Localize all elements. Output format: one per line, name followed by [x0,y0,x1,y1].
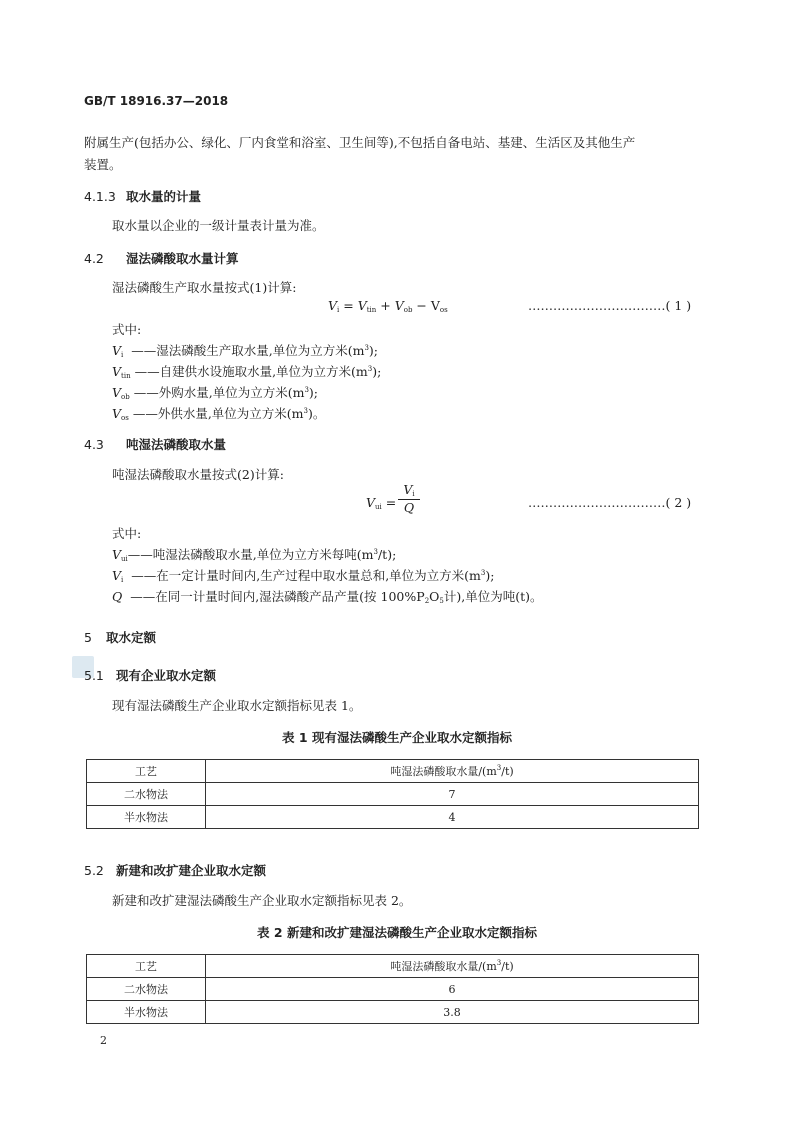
def-q: Q ——在同一计量时间内,湿法磷酸产品产量(按 $100\%P_2O_5$计),单位为吨(t)。 [112,589,543,605]
section-4-1-3-heading [84,187,201,205]
table-header-cell: 吨湿法磷酸取水量$/(m^3/t)$ [206,955,699,978]
where-label-2: 式中: [112,526,142,541]
formula-2-leader: ……………………………( 2 ) [528,495,692,510]
section-title: 新建和改扩建企业取水定额 [116,863,267,878]
page-number: 2 [100,1034,107,1047]
table-cell: 半水物法 [87,806,206,829]
fraction-numerator: $V_i$ [403,482,415,498]
formula-1-number: ( 1 ) [665,298,692,313]
table-cell: 6 [206,978,699,1001]
section-title: 湿法磷酸取水量计算 [126,251,239,266]
table-row [87,1001,699,1024]
table-cell: 3.8 [206,1001,699,1024]
formula-2-lhs: $V_{ui}$ = [366,495,397,511]
section-5-heading [84,628,156,646]
def-vi: $V_i$ ——湿法磷酸生产取水量,单位为立方米$(m^3)$; [112,343,379,359]
def-vi-total: $V_i$ ——在一定计量时间内,生产过程中取水量总和,单位为立方米$(m^3)$; [112,568,495,584]
section-number: 4.1.3 [84,189,116,204]
formula-1: $V_i = V_{tin} + V_{ob} - V_{os}$ [328,298,448,314]
def-vtin: $V_{tin}$ ——自建供水设施取水量,单位为立方米$(m^3)$; [112,364,382,380]
table-row [87,783,699,806]
table-header-cell: 工艺 [87,955,206,978]
section-5-2-heading [84,861,266,879]
table-1-caption: 表 1 现有湿法磷酸生产企业取水定额指标 [282,730,512,745]
section-number: 4.3 [84,437,104,452]
where-label-1: 式中: [112,322,142,337]
intro-line-2: 装置。 [84,157,122,172]
section-title: 取水定额 [106,630,157,645]
section-title: 现有企业取水定额 [116,668,217,683]
section-4-2-heading [84,249,239,267]
formula-2-fraction [398,482,420,515]
section-4-3-heading [84,435,226,453]
intro-line-1: 附属生产(包括办公、绿化、厂内食堂和浴室、卫生间等),不包括自备电站、基建、生活区及其他生产 [84,135,636,150]
table-header-cell: 吨湿法磷酸取水量$/(m^3/t)$ [206,760,699,783]
table-cell: 7 [206,783,699,806]
section-5-2-body: 新建和改扩建湿法磷酸生产企业取水定额指标见表 2。 [112,893,412,908]
table-2 [86,954,699,1024]
section-number: 5.1 [84,668,104,683]
section-5-1-heading [84,666,216,684]
section-4-1-3-body: 取水量以企业的一级计量表计量为准。 [112,218,325,233]
section-4-3-intro: 吨湿法磷酸取水量按式(2)计算: [112,467,284,482]
fraction-denominator: Q [403,500,415,515]
section-number: 5 [84,630,92,645]
def-vos: $V_{os}$ ——外供水量,单位为立方米$(m^3)$。 [112,406,326,422]
section-title: 取水量的计量 [126,189,202,204]
section-number: 4.2 [84,251,104,266]
table-cell: 半水物法 [87,1001,206,1024]
def-vob: $V_{ob}$ ——外购水量,单位为立方米$(m^3)$; [112,385,318,401]
section-5-1-body: 现有湿法磷酸生产企业取水定额指标见表 1。 [112,698,362,713]
table-header-row [87,760,699,783]
table-cell: 4 [206,806,699,829]
def-vui: $V_{ui}——$吨湿法磷酸取水量,单位为立方米每吨$(m^3/t)$; [112,547,397,563]
table-header-row [87,955,699,978]
table-row [87,978,699,1001]
table-row [87,806,699,829]
section-title: 吨湿法磷酸取水量 [126,437,227,452]
table-1 [86,759,699,829]
standard-code: GB/T 18916.37—2018 [84,94,229,108]
formula-2-number: ( 2 ) [665,495,692,510]
section-4-2-intro: 湿法磷酸生产取水量按式(1)计算: [112,280,297,295]
table-2-caption: 表 2 新建和改扩建湿法磷酸生产企业取水定额指标 [257,925,537,940]
formula-1-leader: ……………………………( 1 ) [528,298,692,313]
section-number: 5.2 [84,863,104,878]
table-cell: 二水物法 [87,978,206,1001]
table-header-cell: 工艺 [87,760,206,783]
table-cell: 二水物法 [87,783,206,806]
